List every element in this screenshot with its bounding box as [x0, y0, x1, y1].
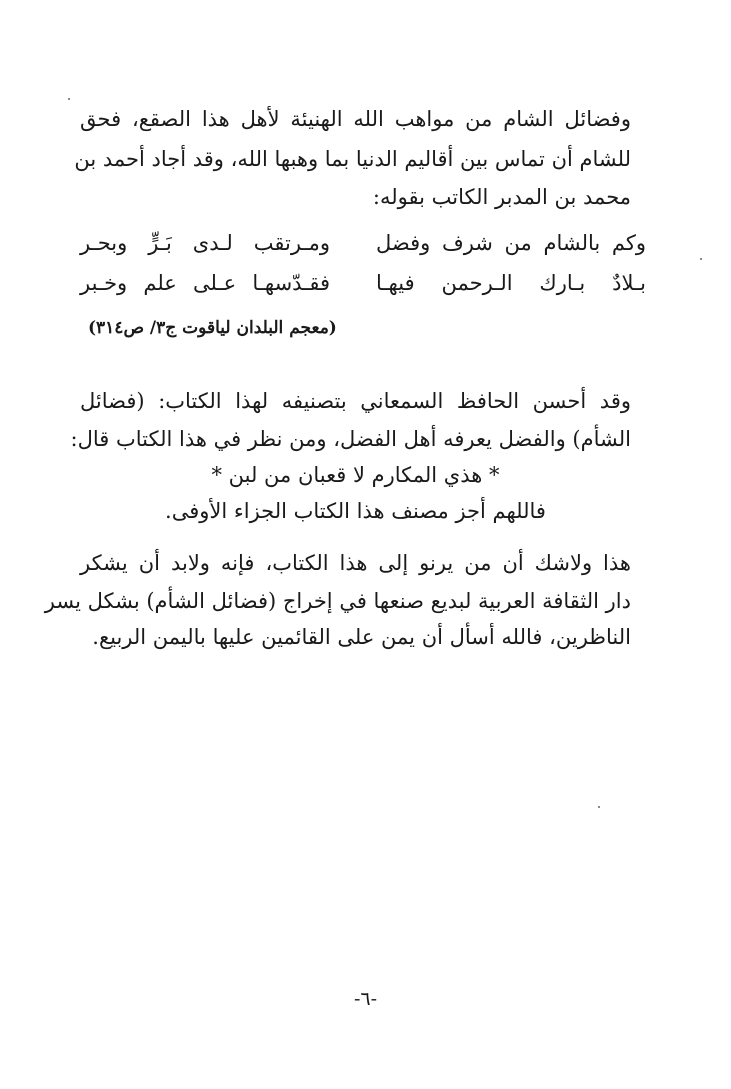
paragraph3-line-2: دار الثقافة العربية لبديع صنعها في إخراج (فضائل الشأم) بشكل يسر: [44, 589, 631, 613]
paragraph2-line-2: الشأم) والفضل يعرفه أهل الفضل، ومن نظر في هذا الكتاب قال:: [70, 427, 631, 451]
poem-verse-1-first-hemistich: وكم بالشام من شرف وفضل: [376, 231, 646, 255]
poem-source-citation: (معجم البلدان لياقوت ج٣/ ص٣١٤): [88, 318, 337, 338]
paragraph3-line-3: الناظرين، فالله أسأل أن يمن على القائمين عليها باليمن الربيع.: [92, 625, 631, 649]
quoted-verse: * هذي المكارم لا قعبان من لبن *: [211, 463, 500, 487]
poem-verse-1: [80, 226, 646, 260]
poem-verse-1-second-hemistich: ومـرتقب لـدى بَـرٍّ وبحـر: [80, 231, 330, 255]
scan-speck: [598, 806, 600, 808]
paragraph2-prayer-line: فاللهم أجز مصنف هذا الكتاب الجزاء الأوفى.: [165, 499, 546, 523]
scan-speck: [700, 258, 702, 260]
paragraph2-line-1: وقد أحسن الحافظ السمعاني بتصنيفه لهذا الكتاب: (فضائل: [80, 389, 631, 413]
paragraph3-line-1: هذا ولاشك أن من يرنو إلى هذا الكتاب، فإنه ولابد أن يشكر: [80, 551, 631, 575]
poem-verse-2: [80, 266, 646, 300]
page-number: -٦-: [353, 988, 378, 1010]
paragraph1-line-1: وفضائل الشام من مواهب الله الهنيئة لأهل هذا الصقع، فحق: [80, 107, 631, 131]
paragraph1-line-2: للشام أن تماس بين أقاليم الدنيا بما وهبها الله، وقد أجاد أحمد بن: [74, 147, 631, 171]
scan-speck: [68, 98, 70, 100]
poem-verse-2-second-hemistich: فقـدّسهـا عـلى علم وخـبر: [80, 271, 330, 295]
poem-verse-2-first-hemistich: بـلادٌ بـارك الـرحمن فيهـا: [376, 271, 646, 295]
paragraph1-line-3: محمد بن المدبر الكاتب بقوله:: [372, 185, 631, 209]
